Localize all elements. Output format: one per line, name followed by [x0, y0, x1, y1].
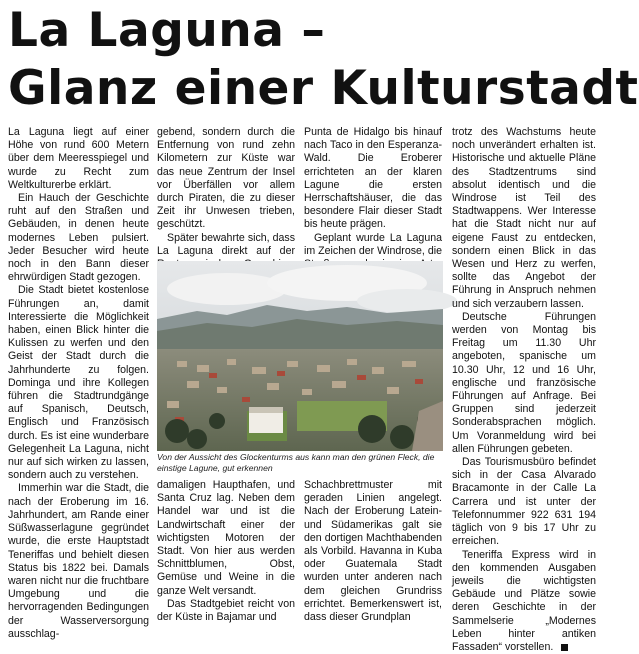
paragraph: Geplant wurde La Laguna im Zeichen der Windrose, die — [304, 232, 442, 272]
la-laguna-photo — [157, 261, 443, 451]
article-column-4 — [452, 126, 596, 618]
headline-line-2: Glanz einer Kulturstadt — [8, 60, 600, 118]
photo-caption: Von der Aussicht des Glockenturms aus kann man den grünen Fleck, die einstige Lagune, gut erkennen — [157, 452, 443, 474]
paragraph: La Laguna liegt auf einer Höhe von rund 600 Metern über dem Meeresspiegel und wurde zu Recht zum Weltkulturerbe erklärt. — [8, 126, 149, 192]
paragraph: damaligen Haupthafen, und Santa Cruz lag. Neben dem Handel war und ist die Landwirtschaft einer der wichtigsten Motoren der Stadt. Von hier aus werden Schnittblumen, Obst, Gemüse und Weine in die ganze Welt versandt. — [157, 479, 295, 598]
paragraph — [452, 549, 596, 654]
paragraph: Immerhin war die Stadt, die nach der Eroberung im 16. Jahrhundert, am Rande einer Süßwasserlagune gegründet wurde, die erste Hauptstadt Teneriffas und behielt diesen Status bis 1822 bei. Damals waren nicht nur die fruchtbare Umgebung und die hervorragenden Bedingungen der Wasserversorgung ausschlag- — [8, 482, 149, 640]
paragraph: Ein Hauch der Geschichte ruht auf den Straßen und Gebäuden, in denen heute modernes Leben pulsiert. Jeder Besucher wird heute noch in den Bann dieser ehrwürdigen Stadt gezogen. — [8, 192, 149, 284]
paragraph: Schachbrettmuster mit geraden Linien angelegt. Nach der Eroberung Latein- und Südamerikas galt sie den dortigen Machthabenden als Vorbild. Havanna in Kuba oder Guatemala Stadt wurden unter anderen nach dem gleichen Grundriss errichtet. Bemerkenswert ist, dass dieser Grundplan — [304, 479, 442, 624]
headline-line-1: La Laguna – — [8, 2, 600, 60]
paragraph: Punta de Hidalgo bis hinauf nach Taco in den Esperanza-Wald. Die Eroberer errichteten an der klaren Lagune die ersten Herrschaftshäuser, die das besondere Flair dieser Stadt bis heute prägen. — [304, 126, 442, 232]
end-of-article-mark — [561, 644, 568, 651]
paragraph-text: Teneriffa Express wird in den kommenden Ausgaben jeweils die wichtigsten Gebäude und Plätze sowie deren Geschichte in der Sammelserie „Modernes Leben hinter antiken Fassaden“ vorstellen. — [452, 549, 596, 653]
article-column-3-bottom — [304, 479, 442, 619]
paragraph: Das Stadtgebiet reicht von der Küste in Bajamar und — [157, 598, 295, 624]
paragraph: Das Tourismusbüro befindet sich in der Casa Alvarado Bracamonte in der Calle La Carrera und ist unter der Telefonnummer 922 631 194 täglich von 9 bis 17 Uhr zu erreichen. — [452, 456, 596, 548]
paragraph: Später bewahrte sich, dass La Laguna direkt auf der — [157, 232, 295, 285]
article-column-3-top — [304, 126, 442, 256]
article-column-2-top — [157, 126, 295, 256]
paragraph: Die Stadt bietet kostenlose Führungen an, damit Interessierte die Möglichkeit haben, einen Blick hinter die Kulissen zu werfen und den Geist der Stadt durch die Jahrhunderte zu folgen. Dominga und ihre Kollegen führen die Stadtrundgänge auf Spanisch, Deutsch, Englisch und Französisch durch. Es ist eine wunderbare Gelegenheit La Laguna, nicht nur auf sich wirken zu lassen, sondern auch zu verstehen. — [8, 284, 149, 482]
article-headline — [8, 2, 600, 118]
paragraph: gebend, sondern durch die Entfernung von rund zehn Kilometern zur Küste war das neue Zentrum der Insel vor Überfällen vor allem durch Piraten, die zu dieser Zeit ihr Unwesen trieben, geschützt. — [157, 126, 295, 232]
paragraph: trotz des Wachstums heute noch unverändert erhalten ist. Historische und aktuelle Pläne des Stadtzentrums sind absolut identisch und die Windrose ist Teil des Stadtwappens. Wer Interesse hat die Stadt nicht nur auf eigene Faust zu entdecken, sondern einen Blick in das Wesen und Herz zu werfen, sollte das Angebot der Führung in Anspruch nehmen und sich verzaubern lassen. — [452, 126, 596, 311]
article-column-1 — [8, 126, 149, 618]
paragraph: Deutsche Führungen werden von Montag bis Freitag um 11.30 Uhr angeboten, spanische um 10.30 Uhr, 12 und 16 Uhr, englische und französische Führungen auf Anfrage. Bei Gruppen sind jederzeit Sonderabsprachen möglich. Um Voranmeldung wird bei allen Führungen gebeten. — [452, 311, 596, 456]
article-column-2-bottom — [157, 479, 295, 619]
